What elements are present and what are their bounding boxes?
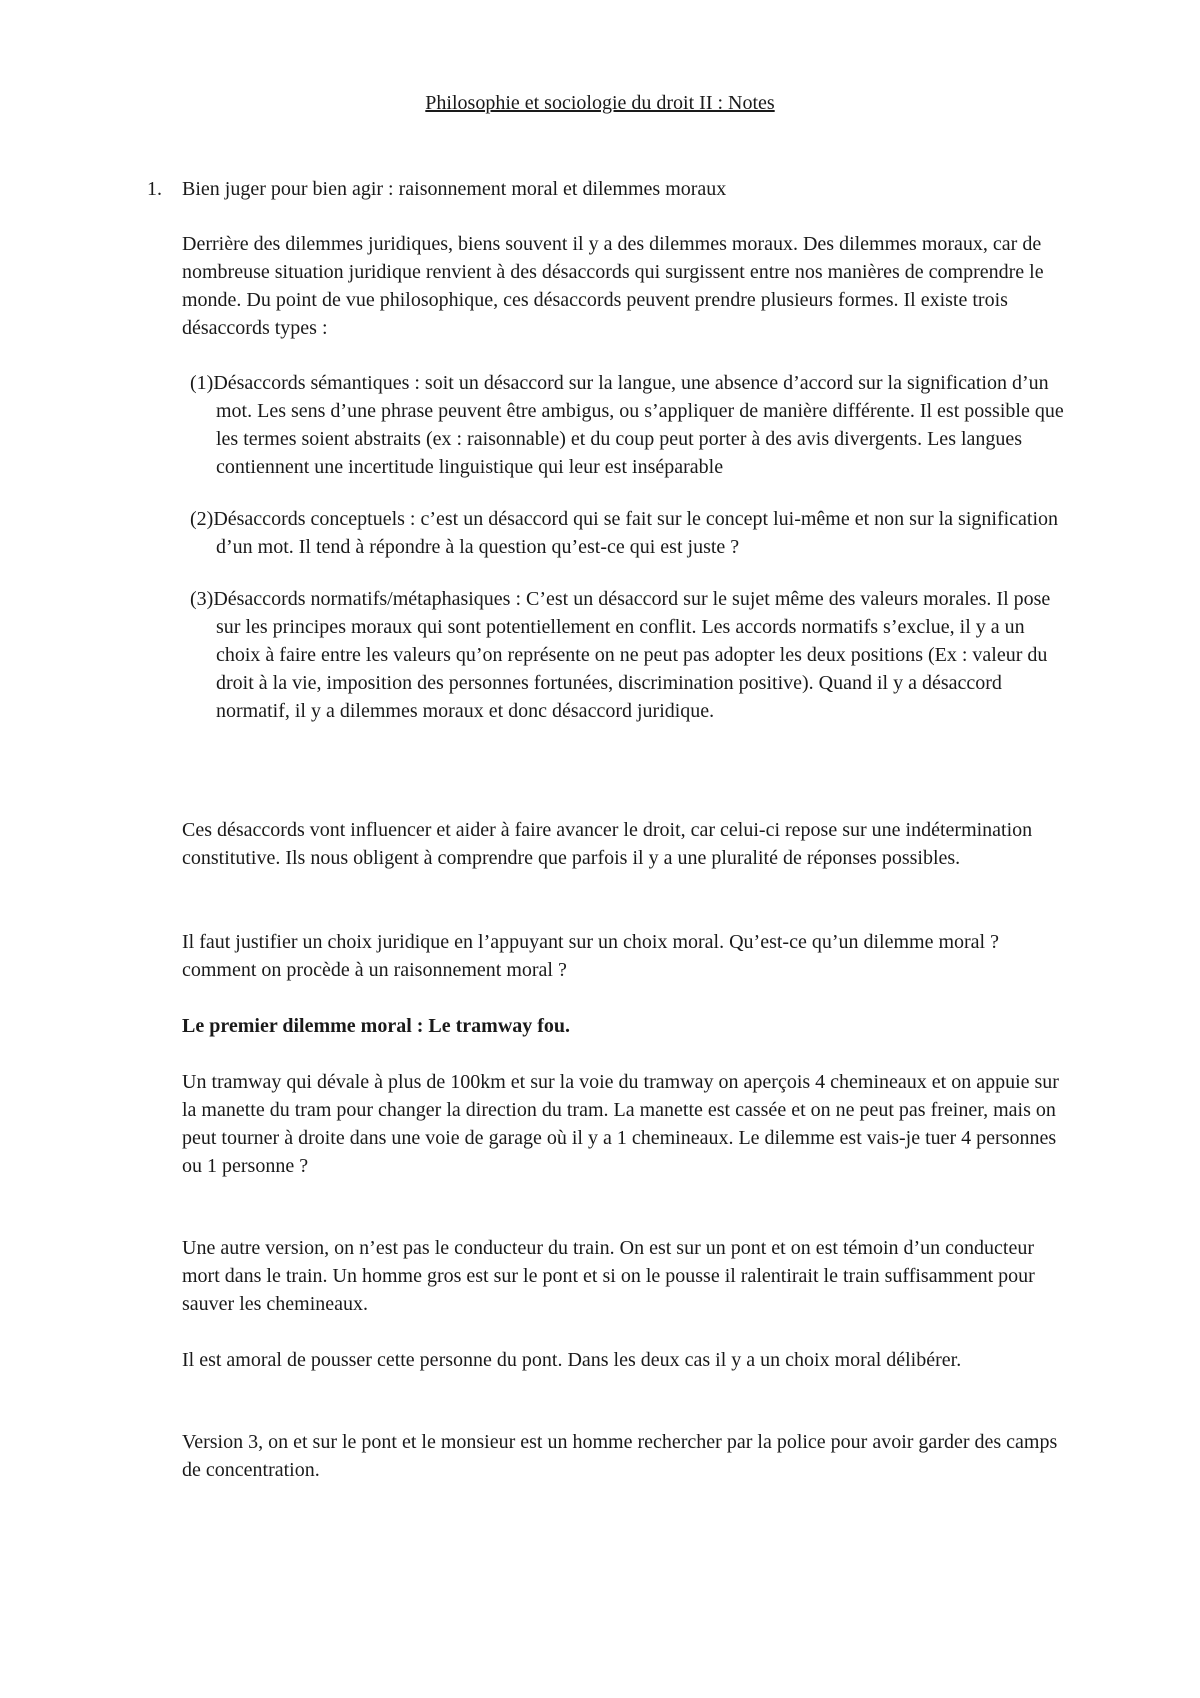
intro-paragraph: Derrière des dilemmes juridiques, biens souvent il y a des dilemmes moraux. Des dilemmes moraux, car de nombreuse situation juridique renvient à des désaccords qui surgissent entre nos manières de comprendre le monde. Du point de vue philosophique, ces désaccords peuvent prendre plusieurs formes. Il existe trois désaccords types : bbox=[182, 233, 1044, 339]
paragraph-block bbox=[182, 1234, 1062, 1318]
paragraph-block bbox=[182, 1068, 1062, 1180]
list-item-text: Désaccords conceptuels : c’est un désaccord qui se fait sur le concept lui-même et non sur la signification d’un mot. Il tend à répondre à la question qu’est-ce qui est juste ? bbox=[213, 508, 1059, 558]
list-item bbox=[190, 505, 1070, 561]
section-number: 1. bbox=[147, 178, 162, 200]
subheading: Le premier dilemme moral : Le tramway fou. bbox=[182, 1015, 571, 1037]
page-title: Philosophie et sociologie du droit II : Notes bbox=[425, 92, 775, 114]
paragraph-block bbox=[182, 928, 1062, 984]
paragraph: Version 3, on et sur le pont et le monsieur est un homme rechercher par la police pour avoir garder des camps de concentration. bbox=[182, 1431, 1058, 1481]
paragraph: Une autre version, on n’est pas le conducteur du train. On est sur un pont et on est témoin d’un conducteur mort dans le train. Un homme gros est sur le pont et si on le pousse il ralentirait le train suffisamment pour sauver les chemineaux. bbox=[182, 1237, 1035, 1315]
paragraph: Il faut justifier un choix juridique en l’appuyant sur un choix moral. Qu’est-ce qu’un dilemme moral ? comment on procède à un raisonnement moral ? bbox=[182, 931, 999, 981]
list-item-text: Désaccords sémantiques : soit un désaccord sur la langue, une absence d’accord sur la signification d’un mot. Les sens d’une phrase peuvent être ambigus, ou s’appliquer de manière différente. Il est possible que les termes soient abstraits (ex : raisonnable) et du coup peut porter à des avis divergents. Les langues contiennent une incertitude linguistique qui leur est inséparable bbox=[213, 372, 1064, 478]
paragraph: Il est amoral de pousser cette personne du pont. Dans les deux cas il y a un choix moral délibérer. bbox=[182, 1349, 962, 1371]
list-item-text: Désaccords normatifs/métaphasiques : C’est un désaccord sur le sujet même des valeurs morales. Il pose sur les principes moraux qui sont potentiellement en conflit. Les accords normatifs s’exclue, il y a un choix à faire entre les valeurs qu’on représente on ne peut pas adopter les deux positions (Ex : valeur du droit à la vie, imposition des personnes fortunées, discrimination positive). Quand il y a désaccord normatif, il y a dilemmes moraux et donc désaccord juridique. bbox=[213, 588, 1051, 722]
intro-paragraph-block bbox=[182, 230, 1062, 342]
list-item-number: (1) bbox=[190, 372, 214, 394]
paragraph-block bbox=[182, 1346, 1062, 1374]
list-item-number: (2) bbox=[190, 508, 214, 530]
paragraph: Ces désaccords vont influencer et aider à faire avancer le droit, car celui-ci repose sur une indétermination constitutive. Ils nous obligent à comprendre que parfois il y a une pluralité de réponses possibles. bbox=[182, 819, 1033, 869]
list-item bbox=[190, 585, 1070, 725]
paragraph: Un tramway qui dévale à plus de 100km et sur la voie du tramway on aperçois 4 chemineaux et on appuie sur la manette du tram pour changer la direction du tram. La manette est cassée et on ne peut pas freiner, mais on peut tourner à droite dans une voie de garage où il y a 1 chemineaux. Le dilemme est vais-je tuer 4 personnes ou 1 personne ? bbox=[182, 1071, 1059, 1177]
disagreement-list bbox=[190, 369, 1070, 749]
list-item bbox=[190, 369, 1070, 481]
list-item-number: (3) bbox=[190, 588, 214, 610]
paragraph-block bbox=[182, 1428, 1062, 1484]
section-heading: Bien juger pour bien agir : raisonnement moral et dilemmes moraux bbox=[182, 178, 727, 200]
paragraph-block bbox=[182, 816, 1062, 872]
